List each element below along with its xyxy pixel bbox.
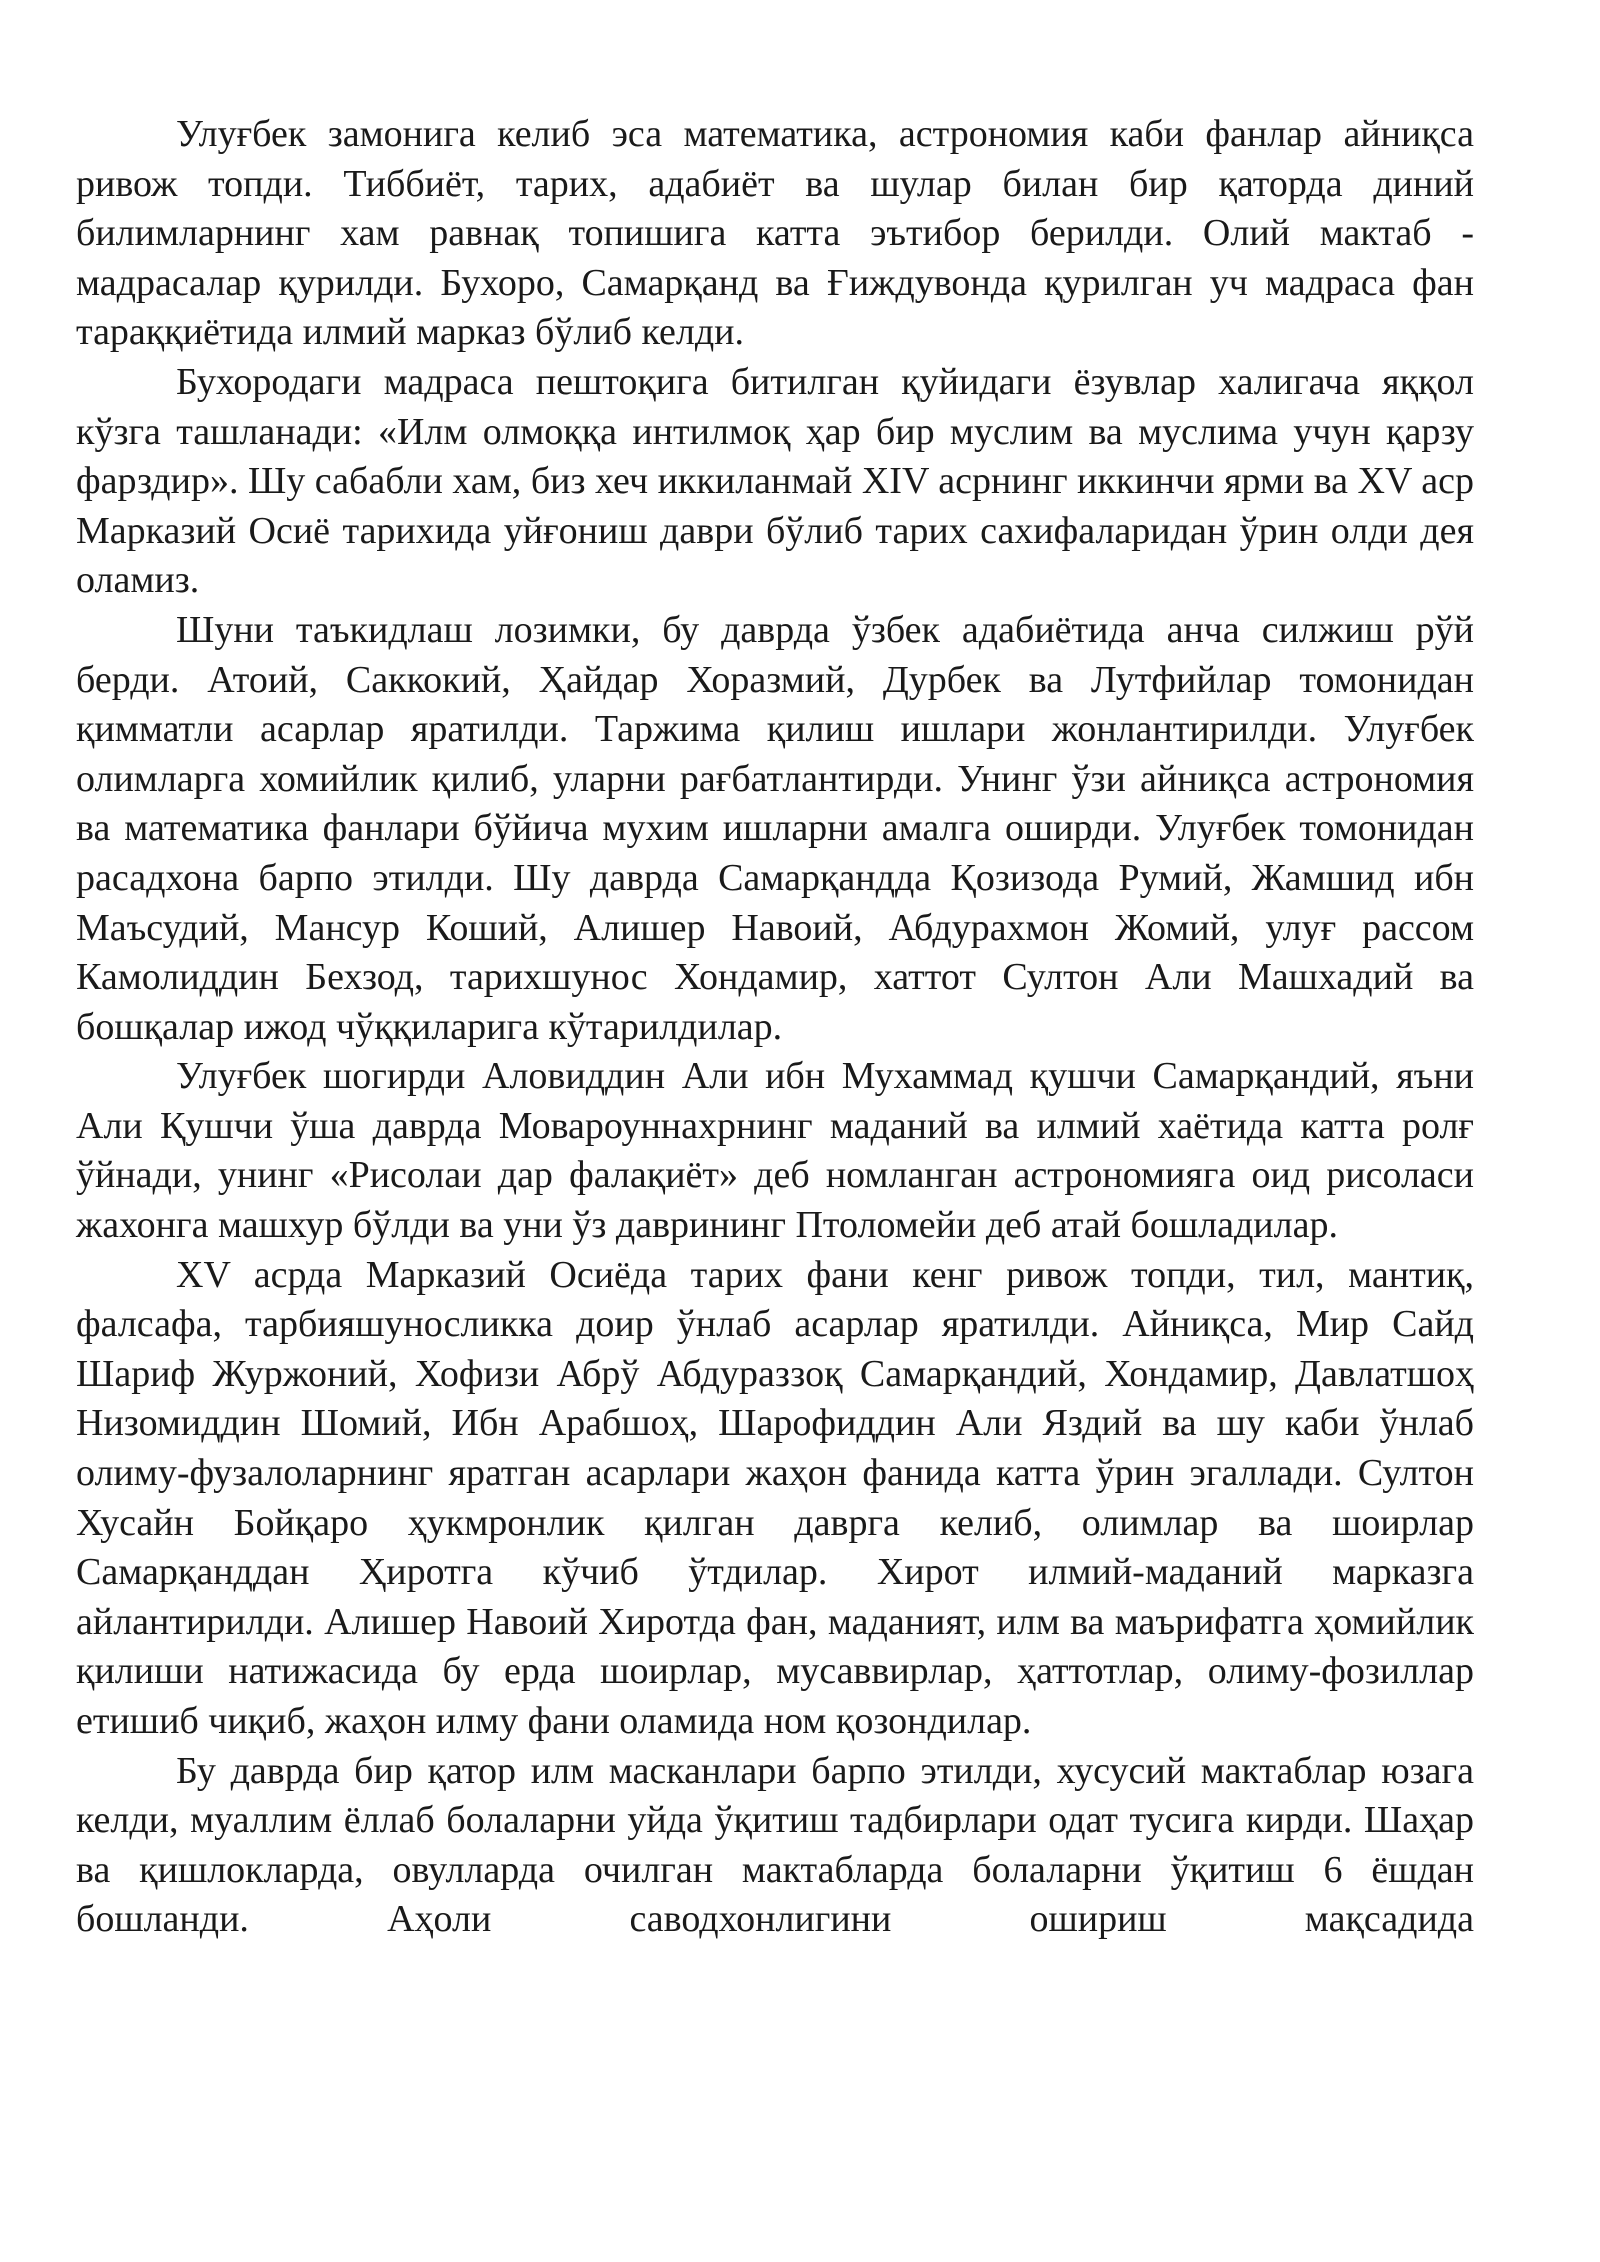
paragraph-uzbek-literature: Шуни таъкидлаш лозимки, бу даврда ўзбек адабиётида анча силжиш рўй берди. Атоий, Саккокий, Ҳайдар Хоразмий, Дурбек ва Лутфийлар томонидан қимматли асарлар яратилди. Таржима қилиш ишлари жонлантирилди. Улуғбек олимларга хомийлик қилиб, уларни рағбатлантирди. Унинг ўзи айниқса астрономия ва математика фанлари бўйича мухим ишларни амалга оширди. Улуғбек томонидан расадхона барпо этилди. Шу даврда Самарқандда Қозизода Румий, Жамшид ибн Маъсудий, Мансур Коший, Алишер Навоий, Абдурахмон Жомий, улуғ рассом Камолиддин Бехзод, тарихшунос Хондамир, хаттот Султон Али Машхадий ва бошқалар ижод чўққиларига кўтарилдилар. (76, 608, 1474, 1048)
paragraph-ulugbek-era: Улуғбек замонига келиб эса математика, астрономия каби фанлар айниқса ривож топди. Тиббиёт, тарих, адабиёт ва шулар билан бир қаторда диний билимларнинг хам равнақ топишига катта эътибор берилди. Олий мактаб - мадрасалар қурилди. Бухоро, Самарқанд ва Ғиждувонда қурилган уч мадраса фан тараққиётида илмий марказ бўлиб келди. (76, 113, 1474, 354)
paragraph-fifteenth-century-history: XV асрда Марказий Осиёда тарих фани кенг ривож топди, тил, мантиқ, фалсафа, тарбияшуносликка доир ўнлаб асарлар яратилди. Айниқса, Мир Сайд Шариф Журжоний, Хофизи Абрў Абдураззоқ Самарқандий, Хондамир, Давлатшоҳ Низомиддин Шомий, Ибн Арабшоҳ, Шарофиддин Али Яздий ва шу каби ўнлаб олиму-фузалоларнинг яратган асарлари жаҳон фанида катта ўрин эгаллади. Султон Хусайн Бойқаро ҳукмронлик қилган даврга келиб, олимлар ва шоирлар Самарқанддан Ҳиротга кўчиб ўтдилар. Хирот илмий-маданий марказга айлантирилди. Алишер Навоий Хиротда фан, маданият, илм ва маърифатга ҳомийлик қилиши натижасида бу ерда шоирлар, мусаввирлар, ҳаттотлар, олиму-фозиллар етишиб чиқиб, жаҳон илму фани оламида ном қозондилар. (76, 1253, 1474, 1742)
paragraph-bukhara-madrasa: Бухородаги мадраса пештоқига битилган қуйидаги ёзувлар халигача яққол кўзга ташланади: «Илм олмоққа интилмоқ ҳар бир муслим ва муслима учун қарзу фарздир». Шу сабабли хам, биз хеч иккиланмай XIV асрнинг иккинчи ярми ва XV аср Марказий Осиё тарихида уйғониш даври бўлиб тарих сахифаларидан ўрин олди дея оламиз. (76, 360, 1474, 602)
document-page (76, 110, 1474, 1945)
paragraph-ali-qushchi: Улуғбек шогирди Аловиддин Али ибн Мухаммад қушчи Самарқандий, яъни Али Қушчи ўша даврда Мовароуннахрнинг маданий ва илмий хаётида катта ролғ ўйнади, унинг «Рисолаи дар фалақиёт» деб номланган астрономияга оид рисоласи жахонга машхур бўлди ва уни ўз даврининг Птоломейи деб атай бошладилар. (76, 1055, 1474, 1247)
paragraph-schools: Бу даврда бир қатор илм масканлари барпо этилди, хусусий мактаблар юзага келди, муаллим ёллаб болаларни уйда ўқитиш тадбирлари одат тусига кирди. Шаҳар ва қишлокларда, овулларда очилган мактабларда болаларни ўқитиш 6 ёшдан бошланди. Аҳоли саводхонлигини ошириш мақсадида (76, 1749, 1474, 1941)
